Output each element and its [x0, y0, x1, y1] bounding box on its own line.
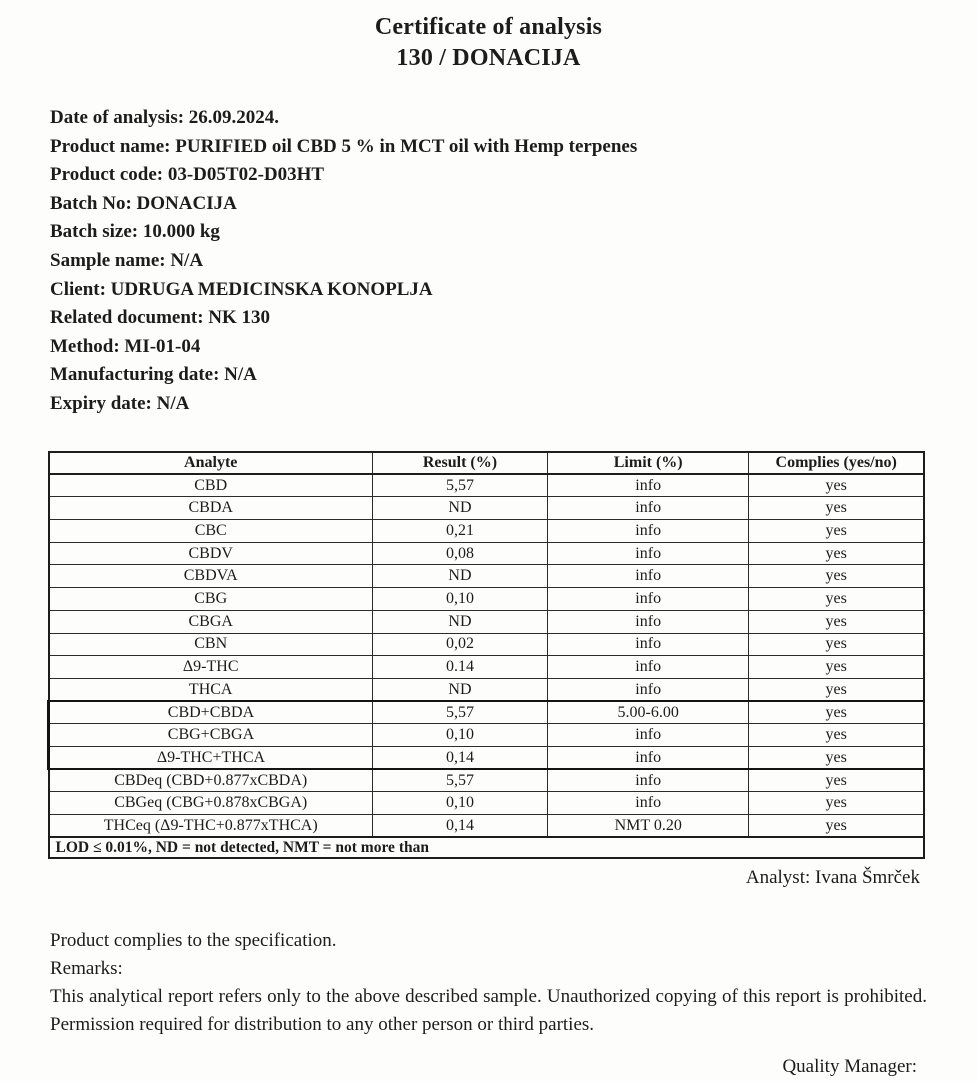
table-cell: yes [749, 656, 924, 679]
table-cell: info [548, 520, 749, 543]
title-line-1: Certificate of analysis [374, 14, 603, 40]
table-cell: THCeq (Δ9-THC+0.877xTHCA) [49, 815, 373, 838]
table-cell: NMT 0.20 [548, 815, 749, 838]
table-cell: CBGA [49, 610, 373, 633]
table-row [49, 701, 925, 724]
info-field: Method: MI-01-04 [50, 335, 201, 357]
results-table [47, 451, 925, 860]
table-cell: THCA [49, 678, 373, 701]
table-cell: CBG [49, 588, 373, 611]
table-cell: yes [749, 565, 924, 588]
table-cell: 0,08 [372, 542, 547, 565]
table-cell: info [548, 746, 749, 769]
table-cell: info [548, 792, 749, 815]
table-cell: CBDeq (CBD+0.877xCBDA) [49, 769, 373, 792]
info-fields [50, 104, 977, 419]
table-cell: 0,21 [372, 520, 547, 543]
table-row [49, 474, 925, 497]
table-cell: info [548, 565, 749, 588]
column-header: Limit (%) [548, 452, 749, 475]
table-cell: CBDVA [49, 565, 373, 588]
table-cell: 5,57 [372, 769, 547, 792]
info-field: Batch size: 10.000 kg [50, 221, 220, 243]
table-cell: 5,57 [372, 474, 547, 497]
document-title [0, 12, 977, 74]
table-header [49, 452, 925, 475]
table-cell: ND [372, 678, 547, 701]
table-cell: CBDV [49, 542, 373, 565]
table-cell: info [548, 633, 749, 656]
info-field: Client: UDRUGA MEDICINSKA KONOPLJA [50, 278, 433, 300]
info-field: Product name: PURIFIED oil CBD 5 % in MCT oil with Hemp terpenes [50, 135, 638, 157]
table-cell: 0,02 [372, 633, 547, 656]
table-cell: info [548, 497, 749, 520]
table-row [49, 542, 925, 565]
table-cell: yes [749, 610, 924, 633]
column-header: Analyte [49, 452, 373, 475]
table-cell: yes [749, 746, 924, 769]
info-field: Product code: 03-D05T02-D03HT [50, 164, 325, 186]
table-row [49, 792, 925, 815]
table-row [49, 633, 925, 656]
table-row [49, 610, 925, 633]
table-cell: 0,10 [372, 588, 547, 611]
table-row [49, 815, 925, 838]
table-cell: info [548, 678, 749, 701]
table-cell: yes [749, 769, 924, 792]
table-cell: 5,57 [372, 701, 547, 724]
table-cell: CBG+CBGA [49, 724, 373, 747]
table-cell: yes [749, 792, 924, 815]
table-cell: CBD+CBDA [49, 701, 373, 724]
table-row [49, 588, 925, 611]
info-field: Sample name: N/A [50, 249, 204, 271]
table-header-row [49, 452, 925, 475]
table-row [49, 769, 925, 792]
table-cell: CBD [49, 474, 373, 497]
table-cell: yes [749, 815, 924, 838]
table-row [49, 678, 925, 701]
quality-manager-label: Quality Manager: [782, 1056, 917, 1078]
table-body [49, 474, 925, 837]
table-cell: 0,10 [372, 792, 547, 815]
table-cell: CBC [49, 520, 373, 543]
info-field: Date of analysis: 26.09.2024. [50, 107, 280, 128]
info-field: Manufacturing date: N/A [50, 364, 257, 386]
disclaimer-text: This analytical report refers only to the above described sample. Unauthorized copying of this report is prohibited. Permission required for distribution to any other person or third parties. [50, 986, 927, 1036]
remarks-label: Remarks: [50, 958, 123, 980]
table-cell: yes [749, 474, 924, 497]
table-row [49, 497, 925, 520]
table-cell: info [548, 724, 749, 747]
footer-block [50, 927, 927, 1081]
table-cell: yes [749, 520, 924, 543]
table-row [49, 746, 925, 769]
table-cell: CBGeq (CBG+0.878xCBGA) [49, 792, 373, 815]
table-row [49, 656, 925, 679]
table-cell: info [548, 656, 749, 679]
table-row [49, 520, 925, 543]
table-cell: 0,14 [372, 746, 547, 769]
table-row [49, 724, 925, 747]
table-cell: yes [749, 542, 924, 565]
info-field: Expiry date: N/A [50, 392, 190, 414]
table-footnote-row [49, 837, 925, 858]
table-cell: 0.14 [372, 656, 547, 679]
info-field: Batch No: DONACIJA [50, 192, 237, 214]
table-cell: 0,14 [372, 815, 547, 838]
table-cell: ND [372, 565, 547, 588]
table-row [49, 565, 925, 588]
table-cell: yes [749, 633, 924, 656]
table-cell: yes [749, 678, 924, 701]
title-line-2: 130 / DONACIJA [396, 45, 581, 71]
table-cell: 5.00-6.00 [548, 701, 749, 724]
table-cell: 0,10 [372, 724, 547, 747]
table-footnote: LOD ≤ 0.01%, ND = not detected, NMT = not more than [49, 837, 925, 858]
table-cell: yes [749, 701, 924, 724]
table-cell: info [548, 769, 749, 792]
table-cell: Δ9-THC [49, 656, 373, 679]
table-cell: yes [749, 724, 924, 747]
analyst-signature: Analyst: Ivana Šmrček [745, 867, 920, 889]
table-cell: info [548, 610, 749, 633]
table-cell: ND [372, 610, 547, 633]
table-cell: info [548, 474, 749, 497]
table-cell: CBDA [49, 497, 373, 520]
column-header: Complies (yes/no) [749, 452, 924, 475]
table-cell: info [548, 588, 749, 611]
compliance-statement: Product complies to the specification. [50, 930, 337, 952]
table-cell: info [548, 542, 749, 565]
table-cell: CBN [49, 633, 373, 656]
table-cell: Δ9-THC+THCA [49, 746, 373, 769]
info-field: Related document: NK 130 [50, 307, 271, 329]
table-cell: yes [749, 497, 924, 520]
table-cell: yes [749, 588, 924, 611]
table-cell: ND [372, 497, 547, 520]
column-header: Result (%) [372, 452, 547, 475]
